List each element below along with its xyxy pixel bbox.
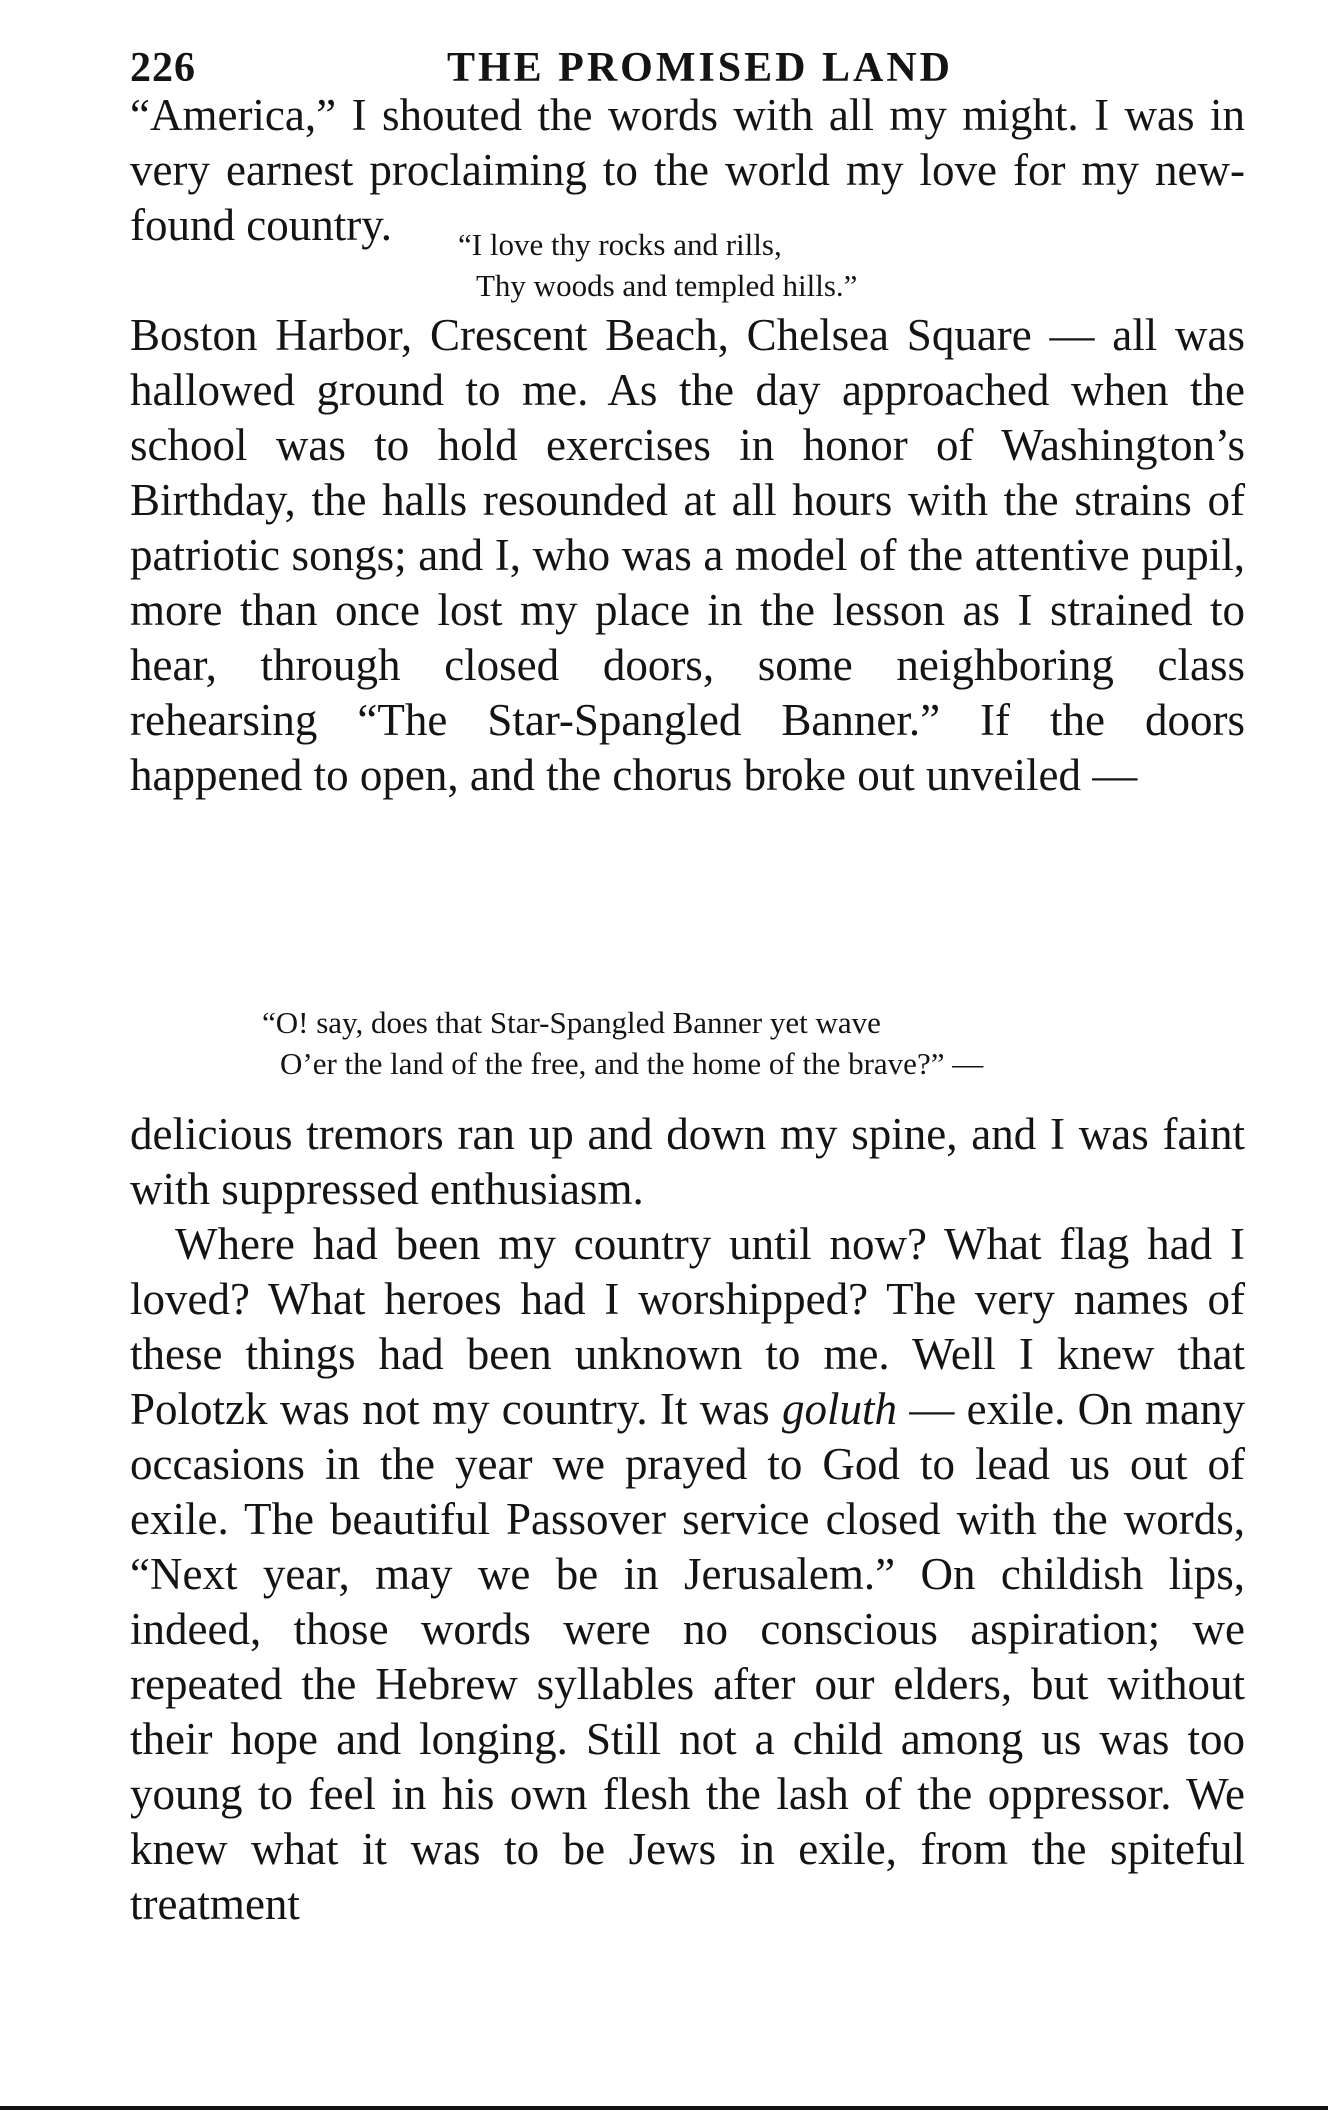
- paragraph-text: — exile. On many occasions in the year we prayed to God to lead us out of exile. The beautiful Passover service closed with the words, “Next year, may we be in Jerusalem.” On childish lips, indeed, those words were no conscious aspiration; we repeated the Hebrew syllables after our elders, but without their hope and longing. Still not a child among us was too young to feel in his own flesh the lash of the oppressor. We knew what it was to be Jews in exile, from the spiteful treatment: [130, 1384, 1245, 1929]
- verse-america: [458, 224, 857, 306]
- italic-word-goluth: goluth: [782, 1384, 898, 1434]
- verse-star-spangled-banner: [262, 1002, 983, 1084]
- paragraph-delicious-tremors: delicious tremors ran up and down my spine, and I was faint with suppressed enthusiasm.: [130, 1109, 1245, 1214]
- paragraph-text: Where had been my country until now? What flag had I loved? What heroes had I worshipped? The very names of these things had been unknown to me. Well I knew that Polotzk was not my country. It was: [130, 1219, 1245, 1434]
- paragraph-boston-harbor: Boston Harbor, Crescent Beach, Chelsea Square — all was hallowed ground to me. As the day approached when the school was to hold exercises in honor of Washington’s Birthday, the halls resounded at all hours with the strains of patriotic songs; and I, who was a model of the attentive pupil, more than once lost my place in the lesson as I strained to hear, through closed doors, some neighboring class rehearsing “The Star-Spangled Banner.” If the doors happened to open, and the chorus broke out unveiled —: [130, 310, 1245, 800]
- verse-line: “O! say, does that Star-Spangled Banner yet wave: [262, 1005, 881, 1040]
- verse-line: Thy woods and templed hills.”: [476, 268, 858, 303]
- paragraph-where-had-been: [130, 1217, 1245, 1932]
- verse-line: O’er the land of the free, and the home of the brave?” —: [280, 1046, 984, 1081]
- page-number: 226: [130, 45, 196, 91]
- verse-line: “I love thy rocks and rills,: [458, 227, 782, 262]
- running-title: THE PROMISED LAND: [446, 45, 954, 91]
- bottom-rule: [0, 2106, 1328, 2110]
- paragraph-america: “America,” I shouted the words with all my might. I was in very earnest proclaiming to the world my love for my new-found country.: [130, 90, 1245, 250]
